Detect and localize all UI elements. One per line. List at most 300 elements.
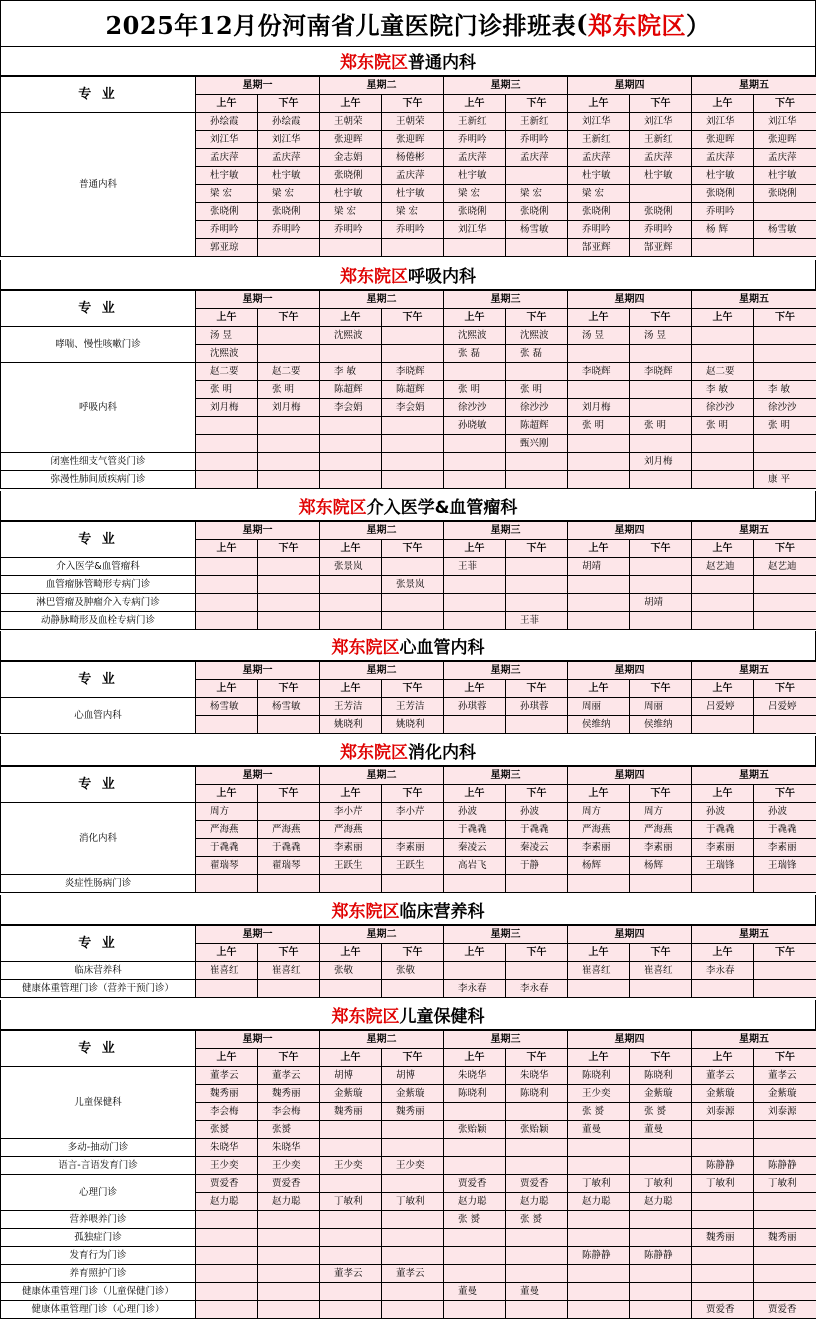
- doctor-cell: 王少奕: [568, 1085, 630, 1103]
- doctor-cell: 沈熙波: [320, 327, 382, 345]
- specialty-label: 健康体重管理门诊（营养干预门诊）: [1, 980, 196, 998]
- doctor-cell: 李素丽: [754, 839, 816, 857]
- doctor-cell: [568, 612, 630, 630]
- specialty-label: 淋巴管瘤及肿瘤介入专病门诊: [1, 594, 196, 612]
- doctor-cell: 吕爱婷: [754, 698, 816, 716]
- doctor-cell: [630, 435, 692, 453]
- doctor-cell: 李晓辉: [382, 363, 444, 381]
- schedule-table: [0, 290, 816, 489]
- afternoon-header: 下午: [630, 309, 692, 327]
- doctor-cell: 张迎晖: [754, 131, 816, 149]
- doctor-cell: 孙波: [506, 803, 568, 821]
- doctor-cell: 孟庆萍: [692, 149, 754, 167]
- doctor-cell: [258, 453, 320, 471]
- doctor-cell: 贾爱香: [754, 1301, 816, 1319]
- doctor-cell: [692, 327, 754, 345]
- doctor-cell: [568, 980, 630, 998]
- doctor-cell: 王跃生: [382, 857, 444, 875]
- doctor-cell: 于毳毳: [444, 821, 506, 839]
- doctor-cell: 赵力聪: [506, 1193, 568, 1211]
- schedule-row: [1, 471, 816, 489]
- doctor-cell: [444, 1247, 506, 1265]
- doctor-cell: 赵力聪: [568, 1193, 630, 1211]
- doctor-cell: 孟庆萍: [506, 149, 568, 167]
- doctor-cell: [692, 1193, 754, 1211]
- doctor-cell: 杜宇敏: [196, 167, 258, 185]
- doctor-cell: 张赟: [258, 1121, 320, 1139]
- afternoon-header: 下午: [754, 540, 816, 558]
- specialty-label: 营养喂养门诊: [1, 1211, 196, 1229]
- doctor-cell: 丁敏利: [382, 1193, 444, 1211]
- doctor-cell: [630, 345, 692, 363]
- doctor-cell: 崔喜红: [568, 962, 630, 980]
- schedule-table: [0, 661, 816, 734]
- doctor-cell: 汤 昱: [568, 327, 630, 345]
- doctor-cell: 刘江华: [630, 113, 692, 131]
- doctor-cell: 刘月梅: [258, 399, 320, 417]
- doctor-cell: [568, 594, 630, 612]
- doctor-cell: [754, 980, 816, 998]
- specialty-label: 健康体重管理门诊（心理门诊）: [1, 1301, 196, 1319]
- doctor-cell: [568, 1157, 630, 1175]
- doctor-cell: [692, 471, 754, 489]
- doctor-cell: 孙绘霞: [196, 113, 258, 131]
- doctor-cell: [630, 381, 692, 399]
- doctor-cell: [568, 875, 630, 893]
- weekday-header: 星期五: [692, 291, 816, 309]
- doctor-cell: [320, 1211, 382, 1229]
- specialty-label: 临床营养科: [1, 962, 196, 980]
- schedule-table: [0, 521, 816, 630]
- doctor-cell: 杜宇敏: [754, 167, 816, 185]
- doctor-cell: 贾爱香: [258, 1175, 320, 1193]
- doctor-cell: [258, 345, 320, 363]
- doctor-cell: 陈静静: [630, 1247, 692, 1265]
- doctor-cell: [196, 875, 258, 893]
- doctor-cell: 张 赟: [444, 1211, 506, 1229]
- doctor-cell: [382, 558, 444, 576]
- doctor-cell: 魏秀丽: [382, 1103, 444, 1121]
- specialty-header: 专 业: [1, 522, 196, 558]
- morning-header: 上午: [196, 785, 258, 803]
- doctor-cell: [692, 576, 754, 594]
- doctor-cell: [568, 1211, 630, 1229]
- doctor-cell: [258, 239, 320, 257]
- doctor-cell: 杜宇敏: [320, 185, 382, 203]
- doctor-cell: 汤 昱: [630, 327, 692, 345]
- doctor-cell: [320, 594, 382, 612]
- doctor-cell: [754, 1211, 816, 1229]
- doctor-cell: 刘江华: [568, 113, 630, 131]
- doctor-cell: [196, 453, 258, 471]
- doctor-cell: 于毳毳: [754, 821, 816, 839]
- doctor-cell: 刘江华: [444, 221, 506, 239]
- doctor-cell: 于毳毳: [506, 821, 568, 839]
- doctor-cell: 崔喜红: [258, 962, 320, 980]
- schedule-row: [1, 1175, 816, 1193]
- doctor-cell: 张 明: [506, 381, 568, 399]
- doctor-cell: 张 明: [258, 381, 320, 399]
- doctor-cell: 杜宇敏: [444, 167, 506, 185]
- doctor-cell: [196, 980, 258, 998]
- doctor-cell: [382, 612, 444, 630]
- afternoon-header: 下午: [630, 540, 692, 558]
- doctor-cell: [444, 435, 506, 453]
- doctor-cell: 徐沙沙: [754, 399, 816, 417]
- doctor-cell: 王新红: [506, 113, 568, 131]
- doctor-cell: 丁敏利: [320, 1193, 382, 1211]
- doctor-cell: 胡靖: [630, 594, 692, 612]
- doctor-cell: [754, 1265, 816, 1283]
- doctor-cell: 李晓辉: [630, 363, 692, 381]
- schedule-row: [1, 1247, 816, 1265]
- page-title: [0, 0, 816, 47]
- doctor-cell: 姚晓利: [382, 716, 444, 734]
- morning-header: 上午: [692, 944, 754, 962]
- doctor-cell: 杨辉: [630, 857, 692, 875]
- doctor-cell: [382, 1229, 444, 1247]
- doctor-cell: 杜宇敏: [568, 167, 630, 185]
- doctor-cell: 乔明吟: [692, 203, 754, 221]
- doctor-cell: [258, 1265, 320, 1283]
- doctor-cell: [258, 1211, 320, 1229]
- doctor-cell: [754, 576, 816, 594]
- doctor-cell: [568, 1283, 630, 1301]
- doctor-cell: 王新红: [630, 131, 692, 149]
- section-campus: 郑东院区: [331, 1007, 400, 1027]
- doctor-cell: [630, 1265, 692, 1283]
- afternoon-header: 下午: [258, 540, 320, 558]
- specialty-header: 专 业: [1, 767, 196, 803]
- doctor-cell: 朱晓华: [196, 1139, 258, 1157]
- doctor-cell: 乔明吟: [630, 221, 692, 239]
- doctor-cell: 于毳毳: [196, 839, 258, 857]
- doctor-cell: 丁敏利: [754, 1175, 816, 1193]
- morning-header: 上午: [444, 540, 506, 558]
- weekday-header: 星期一: [196, 291, 320, 309]
- doctor-cell: [444, 594, 506, 612]
- weekday-header: 星期一: [196, 767, 320, 785]
- doctor-cell: [444, 875, 506, 893]
- doctor-cell: [320, 239, 382, 257]
- schedule-row: [1, 558, 816, 576]
- weekday-header: 星期二: [320, 767, 444, 785]
- doctor-cell: 董孝云: [692, 1067, 754, 1085]
- weekday-header: 星期二: [320, 662, 444, 680]
- doctor-cell: 金紫璇: [692, 1085, 754, 1103]
- schedule-row: [1, 803, 816, 821]
- morning-header: 上午: [568, 680, 630, 698]
- doctor-cell: 李小芹: [382, 803, 444, 821]
- afternoon-header: 下午: [258, 944, 320, 962]
- morning-header: 上午: [692, 95, 754, 113]
- doctor-cell: 王少奕: [196, 1157, 258, 1175]
- doctor-cell: 胡博: [382, 1067, 444, 1085]
- doctor-cell: [320, 576, 382, 594]
- doctor-cell: 孟庆萍: [258, 149, 320, 167]
- doctor-cell: 严海燕: [196, 821, 258, 839]
- afternoon-header: 下午: [258, 309, 320, 327]
- doctor-cell: [754, 363, 816, 381]
- schedule-row: [1, 612, 816, 630]
- doctor-cell: 张 明: [568, 417, 630, 435]
- specialty-label: 健康体重管理门诊（儿童保健门诊）: [1, 1283, 196, 1301]
- doctor-cell: [692, 980, 754, 998]
- doctor-cell: 王朝荣: [382, 113, 444, 131]
- weekday-header: 星期四: [568, 77, 692, 95]
- doctor-cell: [692, 453, 754, 471]
- doctor-cell: [444, 1301, 506, 1319]
- doctor-cell: 于毳毳: [258, 839, 320, 857]
- doctor-cell: [506, 471, 568, 489]
- doctor-cell: [568, 576, 630, 594]
- doctor-cell: [754, 1193, 816, 1211]
- doctor-cell: [320, 417, 382, 435]
- doctor-cell: 李 敏: [320, 363, 382, 381]
- weekday-header: 星期四: [568, 767, 692, 785]
- morning-header: 上午: [444, 1049, 506, 1067]
- schedule-row: [1, 875, 816, 893]
- doctor-cell: [568, 471, 630, 489]
- doctor-cell: [630, 185, 692, 203]
- afternoon-header: 下午: [506, 309, 568, 327]
- doctor-cell: 丁敏利: [568, 1175, 630, 1193]
- specialty-label: 动静脉畸形及血栓专病门诊: [1, 612, 196, 630]
- doctor-cell: [630, 471, 692, 489]
- doctor-cell: [692, 239, 754, 257]
- schedule-row: [1, 1139, 816, 1157]
- doctor-cell: [444, 1265, 506, 1283]
- doctor-cell: [754, 435, 816, 453]
- doctor-cell: 王芳洁: [320, 698, 382, 716]
- doctor-cell: [382, 327, 444, 345]
- schedule-row: [1, 1301, 816, 1319]
- specialty-label: 多动-抽动门诊: [1, 1139, 196, 1157]
- doctor-cell: [382, 1139, 444, 1157]
- morning-header: 上午: [692, 540, 754, 558]
- doctor-cell: [320, 1283, 382, 1301]
- doctor-cell: [196, 471, 258, 489]
- afternoon-header: 下午: [630, 1049, 692, 1067]
- doctor-cell: 孟庆萍: [754, 149, 816, 167]
- specialty-label: 语言-言语发育门诊: [1, 1157, 196, 1175]
- doctor-cell: [630, 1139, 692, 1157]
- weekday-header: 星期一: [196, 522, 320, 540]
- doctor-cell: 康 平: [754, 471, 816, 489]
- doctor-cell: 严海燕: [568, 821, 630, 839]
- doctor-cell: 赵二要: [196, 363, 258, 381]
- doctor-cell: 严海燕: [258, 821, 320, 839]
- weekday-header: 星期一: [196, 1031, 320, 1049]
- doctor-cell: [506, 239, 568, 257]
- afternoon-header: 下午: [506, 680, 568, 698]
- weekday-header: 星期四: [568, 662, 692, 680]
- doctor-cell: 郭亚琼: [196, 239, 258, 257]
- weekday-header: 星期四: [568, 522, 692, 540]
- doctor-cell: 赵二要: [258, 363, 320, 381]
- doctor-cell: [444, 453, 506, 471]
- section-campus: 郑东院区: [298, 498, 367, 518]
- doctor-cell: [630, 1211, 692, 1229]
- morning-header: 上午: [444, 944, 506, 962]
- doctor-cell: 王少奕: [382, 1157, 444, 1175]
- doctor-cell: [382, 980, 444, 998]
- doctor-cell: 张景岚: [320, 558, 382, 576]
- doctor-cell: 陈晓利: [568, 1067, 630, 1085]
- afternoon-header: 下午: [258, 1049, 320, 1067]
- morning-header: 上午: [444, 680, 506, 698]
- doctor-cell: 刘月梅: [630, 453, 692, 471]
- doctor-cell: 孙晓敏: [444, 417, 506, 435]
- doctor-cell: 杨雪敏: [258, 698, 320, 716]
- doctor-cell: [754, 962, 816, 980]
- morning-header: 上午: [196, 680, 258, 698]
- doctor-cell: [444, 239, 506, 257]
- weekday-header: 星期五: [692, 522, 816, 540]
- section-campus: 郑东院区: [340, 267, 408, 287]
- doctor-cell: 董孝云: [754, 1067, 816, 1085]
- doctor-cell: [444, 962, 506, 980]
- doctor-cell: [568, 381, 630, 399]
- doctor-cell: [506, 716, 568, 734]
- doctor-cell: [258, 612, 320, 630]
- doctor-cell: [382, 821, 444, 839]
- doctor-cell: [196, 1265, 258, 1283]
- doctor-cell: [382, 471, 444, 489]
- doctor-cell: [320, 875, 382, 893]
- doctor-cell: 朱晓华: [258, 1139, 320, 1157]
- doctor-cell: [382, 1175, 444, 1193]
- section-campus: 郑东院区: [340, 53, 408, 73]
- doctor-cell: [444, 363, 506, 381]
- doctor-cell: 魏秀丽: [196, 1085, 258, 1103]
- doctor-cell: [320, 1139, 382, 1157]
- morning-header: 上午: [568, 95, 630, 113]
- doctor-cell: [568, 435, 630, 453]
- section-title: [0, 895, 816, 925]
- doctor-cell: 陈超辉: [506, 417, 568, 435]
- weekday-header: 星期四: [568, 291, 692, 309]
- doctor-cell: 赵力聪: [630, 1193, 692, 1211]
- specialty-label: 心血管内科: [1, 698, 196, 734]
- afternoon-header: 下午: [506, 944, 568, 962]
- doctor-cell: [754, 345, 816, 363]
- doctor-cell: 李会梅: [258, 1103, 320, 1121]
- doctor-cell: 李永春: [444, 980, 506, 998]
- doctor-cell: [320, 1121, 382, 1139]
- doctor-cell: [692, 435, 754, 453]
- doctor-cell: 陈晓利: [630, 1067, 692, 1085]
- doctor-cell: 陈超辉: [382, 381, 444, 399]
- doctor-cell: 梁 宏: [382, 203, 444, 221]
- doctor-cell: 李会娟: [382, 399, 444, 417]
- doctor-cell: [630, 558, 692, 576]
- afternoon-header: 下午: [754, 95, 816, 113]
- doctor-cell: [754, 1283, 816, 1301]
- doctor-cell: 梁 宏: [320, 203, 382, 221]
- doctor-cell: 王瑞锋: [754, 857, 816, 875]
- doctor-cell: 崔喜红: [630, 962, 692, 980]
- doctor-cell: [444, 1139, 506, 1157]
- doctor-cell: 徐沙沙: [506, 399, 568, 417]
- doctor-cell: [754, 1247, 816, 1265]
- doctor-cell: 高岩飞: [444, 857, 506, 875]
- doctor-cell: [320, 1247, 382, 1265]
- afternoon-header: 下午: [630, 944, 692, 962]
- doctor-cell: [320, 612, 382, 630]
- doctor-cell: [258, 1247, 320, 1265]
- doctor-cell: 朱晓华: [506, 1067, 568, 1085]
- doctor-cell: 乔明吟: [320, 221, 382, 239]
- schedule-row: [1, 1067, 816, 1085]
- doctor-cell: [754, 716, 816, 734]
- schedule-table: [0, 766, 816, 893]
- doctor-cell: [692, 1283, 754, 1301]
- doctor-cell: 杨雪敏: [506, 221, 568, 239]
- doctor-cell: 李 敏: [692, 381, 754, 399]
- doctor-cell: [196, 1229, 258, 1247]
- weekday-header: 星期二: [320, 926, 444, 944]
- doctor-cell: 周方: [196, 803, 258, 821]
- doctor-cell: 胡靖: [568, 558, 630, 576]
- doctor-cell: [506, 1103, 568, 1121]
- doctor-cell: 孟庆萍: [382, 167, 444, 185]
- afternoon-header: 下午: [630, 95, 692, 113]
- weekday-header: 星期一: [196, 662, 320, 680]
- afternoon-header: 下午: [754, 680, 816, 698]
- doctor-cell: 陈晓利: [444, 1085, 506, 1103]
- doctor-cell: 乔明吟: [568, 221, 630, 239]
- schedule-row: [1, 327, 816, 345]
- doctor-cell: [258, 716, 320, 734]
- doctor-cell: 李会梅: [196, 1103, 258, 1121]
- doctor-cell: 张迎晖: [320, 131, 382, 149]
- afternoon-header: 下午: [506, 95, 568, 113]
- doctor-cell: 杨雪敏: [196, 698, 258, 716]
- morning-header: 上午: [568, 309, 630, 327]
- doctor-cell: 张晓俐: [692, 185, 754, 203]
- doctor-cell: [444, 576, 506, 594]
- doctor-cell: 张 赟: [506, 1211, 568, 1229]
- doctor-cell: 胡博: [320, 1067, 382, 1085]
- doctor-cell: [754, 594, 816, 612]
- doctor-cell: [382, 875, 444, 893]
- doctor-cell: [692, 875, 754, 893]
- doctor-cell: [506, 594, 568, 612]
- doctor-cell: [444, 716, 506, 734]
- section-dept: 介入医学&血管瘤科: [366, 498, 518, 518]
- doctor-cell: 崔喜红: [196, 962, 258, 980]
- doctor-cell: 杨辉: [568, 857, 630, 875]
- doctor-cell: 张景岚: [382, 576, 444, 594]
- doctor-cell: [196, 1211, 258, 1229]
- doctor-cell: [444, 612, 506, 630]
- morning-header: 上午: [568, 944, 630, 962]
- doctor-cell: [258, 417, 320, 435]
- doctor-cell: [506, 1157, 568, 1175]
- doctor-cell: 张 明: [630, 417, 692, 435]
- specialty-label: 儿童保健科: [1, 1067, 196, 1139]
- doctor-cell: [692, 716, 754, 734]
- doctor-cell: [320, 1229, 382, 1247]
- doctor-cell: 李素丽: [692, 839, 754, 857]
- morning-header: 上午: [320, 95, 382, 113]
- specialty-label: 呼吸内科: [1, 363, 196, 453]
- doctor-cell: 严海燕: [630, 821, 692, 839]
- doctor-cell: [754, 327, 816, 345]
- doctor-cell: 张敬: [320, 962, 382, 980]
- weekday-header: 星期四: [568, 926, 692, 944]
